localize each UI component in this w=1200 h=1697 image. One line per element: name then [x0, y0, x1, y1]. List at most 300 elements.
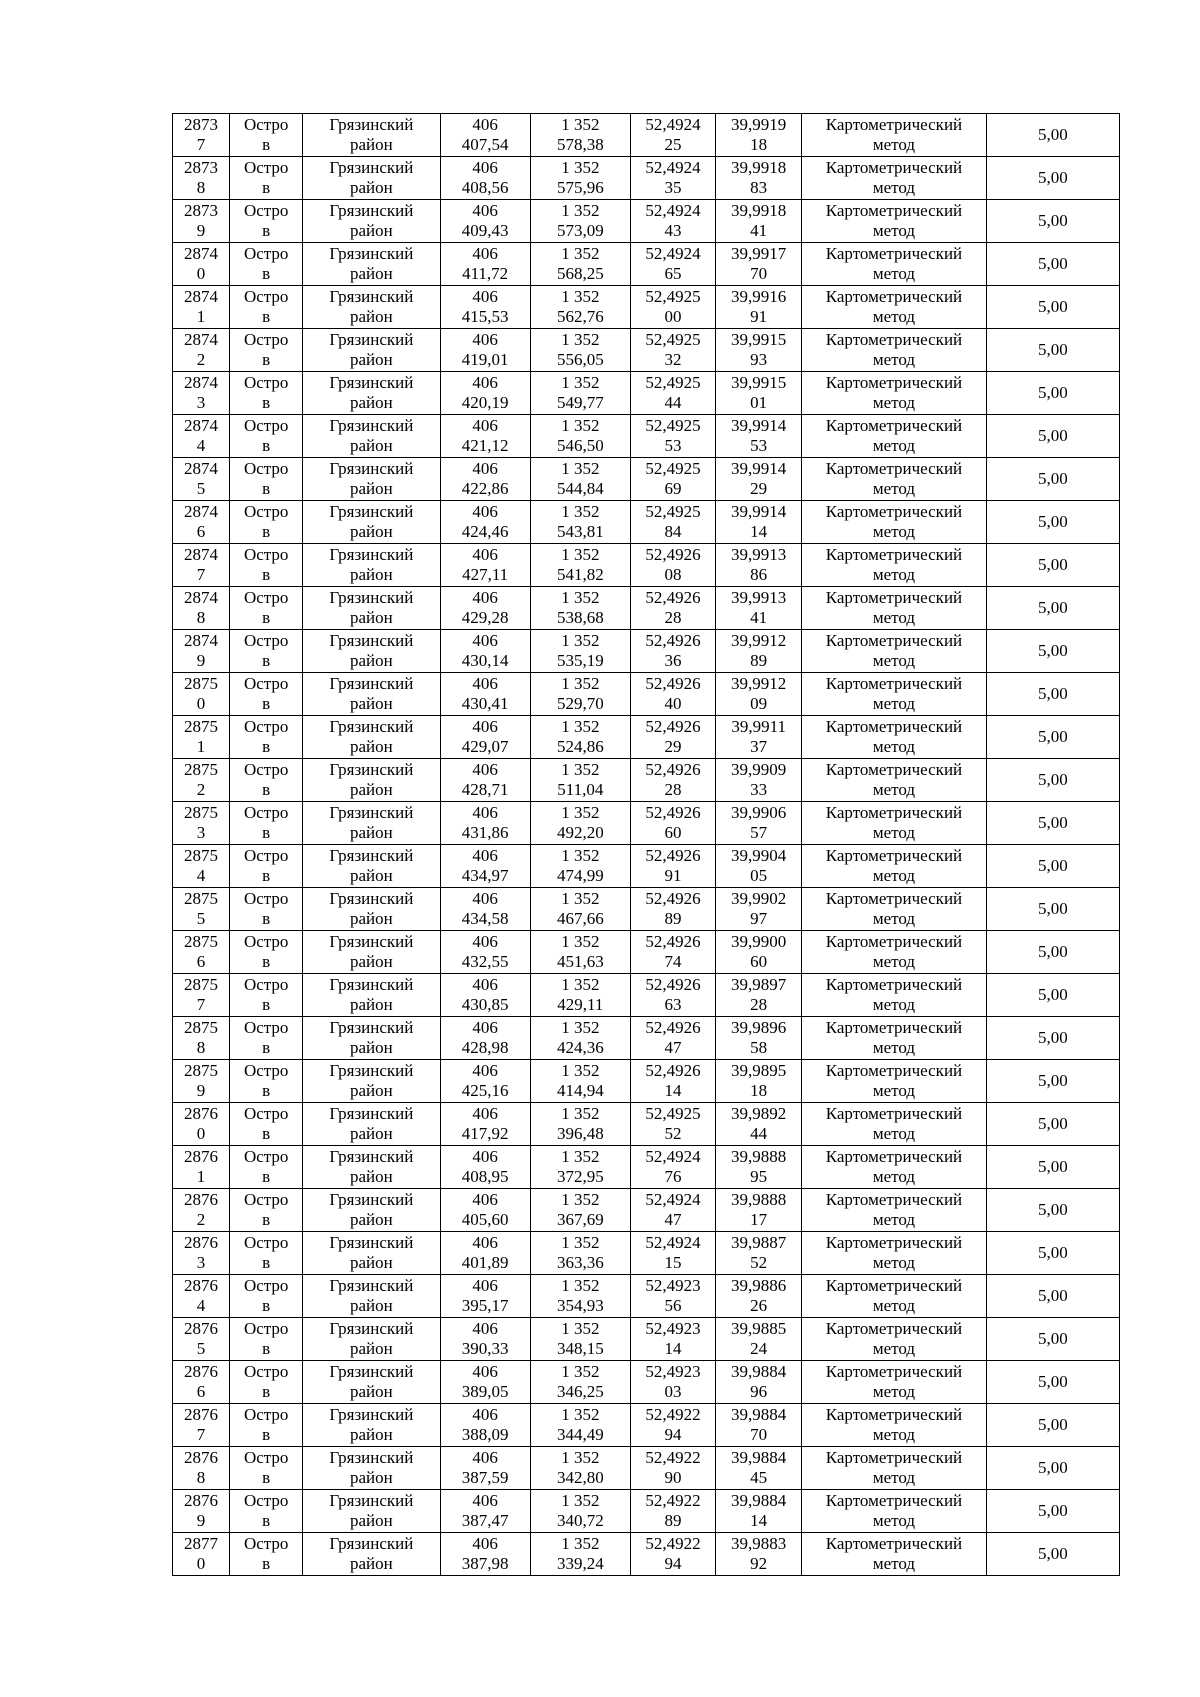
object-type-cell — [230, 1146, 303, 1189]
district-cell-line: Грязинский — [329, 932, 414, 951]
district-cell — [303, 759, 440, 802]
latitude-cell — [630, 1103, 715, 1146]
point-number-cell-line: 2876 — [184, 1147, 219, 1166]
coord-x-cell-line: 406 — [472, 1061, 498, 1080]
longitude-cell-line: 41 — [750, 221, 768, 240]
latitude-cell-line: 60 — [664, 823, 682, 842]
district-cell — [303, 286, 440, 329]
longitude-cell-line: 26 — [750, 1296, 768, 1315]
district-cell-line: Грязинский — [329, 416, 414, 435]
coord-x-cell — [440, 1404, 530, 1447]
point-number-cell-line: 2874 — [184, 373, 219, 392]
method-cell-line: метод — [872, 264, 916, 283]
method-cell-line: Картометрический — [825, 373, 963, 392]
longitude-cell — [716, 630, 802, 673]
coord-x-cell-line: 417,92 — [461, 1124, 509, 1143]
coord-x-cell — [440, 931, 530, 974]
district-cell-line: район — [350, 393, 393, 412]
district-cell-line: Грязинский — [329, 1276, 414, 1295]
object-type-cell — [230, 1533, 303, 1576]
point-number-cell-line: 2874 — [184, 502, 219, 521]
latitude-cell — [630, 759, 715, 802]
latitude-cell-line: 14 — [664, 1339, 682, 1358]
point-number-cell-line: 8 — [196, 1468, 206, 1487]
coord-x-cell-line: 406 — [472, 674, 498, 693]
coord-x-cell-line: 434,58 — [461, 909, 509, 928]
coord-y-cell-line: 1 352 — [561, 674, 600, 693]
latitude-cell-line: 89 — [664, 1511, 682, 1530]
coord-y-cell-line: 573,09 — [556, 221, 604, 240]
accuracy-value: 5,00 — [1037, 1458, 1068, 1477]
district-cell-line: район — [350, 1038, 393, 1057]
longitude-cell — [716, 372, 802, 415]
method-cell — [802, 1533, 986, 1576]
longitude-cell-line: 39,9918 — [731, 158, 787, 177]
longitude-cell-line: 33 — [750, 780, 768, 799]
longitude-cell-line: 01 — [750, 393, 768, 412]
longitude-cell-line: 37 — [750, 737, 768, 756]
table-row — [173, 415, 1120, 458]
latitude-cell — [630, 372, 715, 415]
coord-x-cell — [440, 415, 530, 458]
latitude-cell-line: 52,4922 — [645, 1405, 701, 1424]
point-number-cell-line: 1 — [196, 737, 206, 756]
accuracy-cell — [986, 458, 1119, 501]
object-type-cell-line: в — [262, 436, 271, 455]
latitude-cell-line: 52,4922 — [645, 1448, 701, 1467]
point-number-cell-line: 8 — [196, 178, 206, 197]
latitude-cell-line: 25 — [664, 135, 682, 154]
table-row — [173, 1404, 1120, 1447]
coord-y-cell — [530, 1017, 630, 1060]
district-cell — [303, 1146, 440, 1189]
coord-y-cell-line: 541,82 — [556, 565, 604, 584]
district-cell — [303, 974, 440, 1017]
coord-x-cell — [440, 1103, 530, 1146]
latitude-cell — [630, 802, 715, 845]
coord-y-cell-line: 1 352 — [561, 1018, 600, 1037]
coord-x-cell-line: 406 — [472, 201, 498, 220]
object-type-cell-line: Остро — [243, 1233, 289, 1252]
coord-y-cell-line: 575,96 — [556, 178, 604, 197]
accuracy-cell — [986, 372, 1119, 415]
object-type-cell-line: в — [262, 866, 271, 885]
latitude-cell — [630, 1404, 715, 1447]
district-cell-line: район — [350, 135, 393, 154]
coord-y-cell-line: 511,04 — [557, 780, 604, 799]
table-row — [173, 544, 1120, 587]
district-cell-line: Грязинский — [329, 1534, 414, 1553]
latitude-cell-line: 52,4926 — [645, 760, 701, 779]
longitude-cell-line: 39,9892 — [731, 1104, 787, 1123]
method-cell-line: Картометрический — [825, 1405, 963, 1424]
longitude-cell-line: 39,9906 — [731, 803, 787, 822]
coord-y-cell-line: 1 352 — [561, 1061, 600, 1080]
method-cell — [802, 200, 986, 243]
latitude-cell-line: 94 — [664, 1554, 682, 1573]
object-type-cell — [230, 845, 303, 888]
object-type-cell — [230, 1404, 303, 1447]
longitude-cell-line: 39,9896 — [731, 1018, 787, 1037]
point-number-cell-line: 2875 — [184, 932, 219, 951]
point-number-cell — [173, 458, 230, 501]
coord-x-cell-line: 406 — [472, 932, 498, 951]
coord-y-cell — [530, 888, 630, 931]
coord-y-cell — [530, 1404, 630, 1447]
longitude-cell-line: 39,9904 — [731, 846, 787, 865]
coord-x-cell-line: 407,54 — [461, 135, 509, 154]
latitude-cell-line: 52,4926 — [645, 674, 701, 693]
table-row — [173, 1490, 1120, 1533]
district-cell-line: Грязинский — [329, 631, 414, 650]
method-cell — [802, 1232, 986, 1275]
coord-x-cell-line: 387,47 — [461, 1511, 509, 1530]
latitude-cell-line: 52,4926 — [645, 975, 701, 994]
district-cell-line: Грязинский — [329, 717, 414, 736]
district-cell — [303, 200, 440, 243]
district-cell-line: Грязинский — [329, 1319, 414, 1338]
coord-y-cell-line: 467,66 — [556, 909, 604, 928]
coord-y-cell — [530, 716, 630, 759]
district-cell-line: район — [350, 436, 393, 455]
accuracy-cell — [986, 759, 1119, 802]
latitude-cell — [630, 888, 715, 931]
longitude-cell — [716, 329, 802, 372]
district-cell-line: район — [350, 178, 393, 197]
latitude-cell — [630, 1189, 715, 1232]
method-cell-line: метод — [872, 737, 916, 756]
accuracy-value: 5,00 — [1037, 1372, 1068, 1391]
district-cell — [303, 1017, 440, 1060]
latitude-cell-line: 40 — [664, 694, 682, 713]
object-type-cell-line: Остро — [243, 244, 289, 263]
district-cell-line: район — [350, 264, 393, 283]
table-row — [173, 1447, 1120, 1490]
point-number-cell — [173, 544, 230, 587]
district-cell-line: район — [350, 694, 393, 713]
method-cell-line: Картометрический — [825, 674, 963, 693]
longitude-cell-line: 39,9884 — [731, 1448, 787, 1467]
object-type-cell — [230, 544, 303, 587]
method-cell-line: Картометрический — [825, 330, 963, 349]
coord-y-cell-line: 1 352 — [561, 502, 600, 521]
point-number-cell-line: 2875 — [184, 889, 219, 908]
object-type-cell-line: в — [262, 1468, 271, 1487]
coord-y-cell — [530, 415, 630, 458]
method-cell-line: Картометрический — [825, 1061, 963, 1080]
accuracy-value: 5,00 — [1037, 1157, 1068, 1176]
method-cell-line: Картометрический — [825, 201, 963, 220]
district-cell-line: район — [350, 1167, 393, 1186]
coord-y-cell — [530, 1275, 630, 1318]
accuracy-value: 5,00 — [1037, 813, 1068, 832]
point-number-cell-line: 2 — [196, 1210, 206, 1229]
longitude-cell-line: 39,9915 — [731, 330, 787, 349]
coord-y-cell-line: 354,93 — [556, 1296, 604, 1315]
point-number-cell — [173, 888, 230, 931]
point-number-cell-line: 3 — [196, 393, 206, 412]
coord-x-cell-line: 395,17 — [461, 1296, 509, 1315]
object-type-cell-line: в — [262, 1296, 271, 1315]
accuracy-value: 5,00 — [1037, 340, 1068, 359]
district-cell-line: район — [350, 1382, 393, 1401]
object-type-cell-line: в — [262, 1038, 271, 1057]
latitude-cell-line: 52,4924 — [645, 1147, 701, 1166]
object-type-cell-line: в — [262, 178, 271, 197]
accuracy-cell — [986, 415, 1119, 458]
object-type-cell-line: в — [262, 694, 271, 713]
longitude-cell-line: 53 — [750, 436, 768, 455]
table-row — [173, 157, 1120, 200]
point-number-cell-line: 7 — [196, 1425, 206, 1444]
object-type-cell — [230, 1361, 303, 1404]
latitude-cell-line: 52,4926 — [645, 1061, 701, 1080]
longitude-cell — [716, 716, 802, 759]
district-cell — [303, 1490, 440, 1533]
coord-y-cell-line: 529,70 — [556, 694, 604, 713]
coord-x-cell-line: 425,16 — [461, 1081, 509, 1100]
table-row — [173, 501, 1120, 544]
object-type-cell — [230, 501, 303, 544]
district-cell-line: район — [350, 909, 393, 928]
coord-y-cell — [530, 1447, 630, 1490]
table-row — [173, 329, 1120, 372]
longitude-cell — [716, 286, 802, 329]
longitude-cell-line: 39,9913 — [731, 545, 787, 564]
coord-y-cell — [530, 1060, 630, 1103]
point-number-cell-line: 4 — [196, 866, 206, 885]
accuracy-value: 5,00 — [1037, 1200, 1068, 1219]
object-type-cell-line: Остро — [243, 1362, 289, 1381]
coord-x-cell-line: 420,19 — [461, 393, 509, 412]
longitude-cell-line: 39,9885 — [731, 1319, 787, 1338]
coord-y-cell-line: 1 352 — [561, 158, 600, 177]
latitude-cell — [630, 329, 715, 372]
latitude-cell-line: 91 — [664, 866, 682, 885]
point-number-cell-line: 2875 — [184, 674, 219, 693]
latitude-cell — [630, 200, 715, 243]
district-cell-line: район — [350, 823, 393, 842]
longitude-cell-line: 70 — [750, 264, 768, 283]
district-cell — [303, 802, 440, 845]
accuracy-value: 5,00 — [1037, 641, 1068, 660]
method-cell — [802, 114, 986, 157]
object-type-cell-line: Остро — [243, 287, 289, 306]
coord-x-cell-line: 406 — [472, 631, 498, 650]
coord-y-cell — [530, 458, 630, 501]
point-number-cell-line: 6 — [196, 952, 206, 971]
method-cell-line: Картометрический — [825, 717, 963, 736]
point-number-cell-line: 2873 — [184, 158, 219, 177]
method-cell-line: метод — [872, 1511, 916, 1530]
district-cell — [303, 716, 440, 759]
coord-y-cell — [530, 1533, 630, 1576]
coord-x-cell-line: 405,60 — [461, 1210, 509, 1229]
coord-x-cell — [440, 1060, 530, 1103]
district-cell — [303, 501, 440, 544]
latitude-cell-line: 14 — [664, 1081, 682, 1100]
latitude-cell-line: 44 — [664, 393, 682, 412]
latitude-cell-line: 52,4924 — [645, 1233, 701, 1252]
longitude-cell-line: 58 — [750, 1038, 768, 1057]
accuracy-value: 5,00 — [1037, 125, 1068, 144]
point-number-cell-line: 2876 — [184, 1233, 219, 1252]
object-type-cell-line: в — [262, 1554, 271, 1573]
latitude-cell-line: 52,4926 — [645, 631, 701, 650]
point-number-cell-line: 2875 — [184, 717, 219, 736]
latitude-cell-line: 47 — [664, 1210, 682, 1229]
longitude-cell — [716, 243, 802, 286]
coord-x-cell — [440, 759, 530, 802]
latitude-cell-line: 52,4926 — [645, 1018, 701, 1037]
coord-y-cell-line: 1 352 — [561, 459, 600, 478]
longitude-cell — [716, 802, 802, 845]
object-type-cell-line: Остро — [243, 545, 289, 564]
accuracy-cell — [986, 243, 1119, 286]
method-cell-line: метод — [872, 1081, 916, 1100]
longitude-cell — [716, 888, 802, 931]
point-number-cell-line: 2875 — [184, 975, 219, 994]
coord-y-cell-line: 562,76 — [556, 307, 604, 326]
longitude-cell-line: 24 — [750, 1339, 768, 1358]
object-type-cell — [230, 1447, 303, 1490]
coord-y-cell — [530, 114, 630, 157]
coord-x-cell-line: 428,98 — [461, 1038, 509, 1057]
longitude-cell-line: 39,9917 — [731, 244, 787, 263]
district-cell-line: Грязинский — [329, 115, 414, 134]
coord-x-cell — [440, 1275, 530, 1318]
accuracy-cell — [986, 1361, 1119, 1404]
coord-y-cell-line: 346,25 — [556, 1382, 604, 1401]
coord-x-cell — [440, 1189, 530, 1232]
district-cell-line: Грязинский — [329, 502, 414, 521]
object-type-cell-line: в — [262, 823, 271, 842]
longitude-cell — [716, 587, 802, 630]
latitude-cell-line: 52,4926 — [645, 803, 701, 822]
method-cell — [802, 329, 986, 372]
coord-y-cell-line: 344,49 — [556, 1425, 604, 1444]
method-cell-line: метод — [872, 1468, 916, 1487]
object-type-cell-line: Остро — [243, 1405, 289, 1424]
coord-x-cell-line: 419,01 — [461, 350, 509, 369]
coord-x-cell-line: 424,46 — [461, 522, 509, 541]
accuracy-cell — [986, 673, 1119, 716]
point-number-cell-line: 6 — [196, 1382, 206, 1401]
table-row — [173, 673, 1120, 716]
object-type-cell-line: в — [262, 780, 271, 799]
longitude-cell-line: 97 — [750, 909, 768, 928]
method-cell-line: Картометрический — [825, 1362, 963, 1381]
longitude-cell-line: 86 — [750, 565, 768, 584]
district-cell — [303, 587, 440, 630]
district-cell-line: Грязинский — [329, 1233, 414, 1252]
longitude-cell-line: 29 — [750, 479, 768, 498]
latitude-cell-line: 52,4924 — [645, 244, 701, 263]
coord-x-cell-line: 427,11 — [462, 565, 509, 584]
method-cell-line: метод — [872, 694, 916, 713]
district-cell-line: район — [350, 952, 393, 971]
method-cell — [802, 1404, 986, 1447]
coord-x-cell-line: 432,55 — [461, 952, 509, 971]
longitude-cell-line: 39,9919 — [731, 115, 787, 134]
accuracy-cell — [986, 544, 1119, 587]
point-number-cell-line: 2876 — [184, 1319, 219, 1338]
method-cell-line: метод — [872, 780, 916, 799]
point-number-cell-line: 5 — [196, 1339, 206, 1358]
method-cell — [802, 1275, 986, 1318]
method-cell — [802, 243, 986, 286]
coord-x-cell — [440, 157, 530, 200]
latitude-cell-line: 52,4925 — [645, 287, 701, 306]
accuracy-value: 5,00 — [1037, 1501, 1068, 1520]
table-row — [173, 1275, 1120, 1318]
coord-x-cell-line: 408,95 — [461, 1167, 509, 1186]
accuracy-cell — [986, 1490, 1119, 1533]
latitude-cell-line: 52,4925 — [645, 373, 701, 392]
method-cell — [802, 372, 986, 415]
district-cell — [303, 1103, 440, 1146]
accuracy-cell — [986, 329, 1119, 372]
latitude-cell — [630, 114, 715, 157]
accuracy-cell — [986, 501, 1119, 544]
accuracy-cell — [986, 974, 1119, 1017]
object-type-cell — [230, 1490, 303, 1533]
object-type-cell-line: в — [262, 307, 271, 326]
accuracy-value: 5,00 — [1037, 168, 1068, 187]
accuracy-cell — [986, 845, 1119, 888]
district-cell-line: район — [350, 1124, 393, 1143]
coord-x-cell-line: 406 — [472, 1233, 498, 1252]
accuracy-value: 5,00 — [1037, 770, 1068, 789]
method-cell-line: Картометрический — [825, 545, 963, 564]
point-number-cell — [173, 329, 230, 372]
point-number-cell-line: 0 — [196, 1554, 206, 1573]
point-number-cell-line: 2 — [196, 350, 206, 369]
latitude-cell-line: 52,4926 — [645, 889, 701, 908]
point-number-cell-line: 2874 — [184, 631, 219, 650]
district-cell — [303, 1361, 440, 1404]
longitude-cell — [716, 1361, 802, 1404]
point-number-cell-line: 0 — [196, 264, 206, 283]
method-cell-line: Картометрический — [825, 1319, 963, 1338]
method-cell-line: Картометрический — [825, 115, 963, 134]
longitude-cell-line: 14 — [750, 1511, 768, 1530]
coord-x-cell — [440, 1361, 530, 1404]
coord-x-cell-line: 388,09 — [461, 1425, 509, 1444]
latitude-cell — [630, 157, 715, 200]
longitude-cell — [716, 974, 802, 1017]
point-number-cell-line: 2876 — [184, 1405, 219, 1424]
method-cell-line: метод — [872, 866, 916, 885]
longitude-cell-line: 39,9883 — [731, 1534, 787, 1553]
longitude-cell-line: 57 — [750, 823, 768, 842]
coord-y-cell — [530, 1103, 630, 1146]
method-cell-line: Картометрический — [825, 631, 963, 650]
coord-x-cell-line: 406 — [472, 158, 498, 177]
accuracy-value: 5,00 — [1037, 684, 1068, 703]
longitude-cell — [716, 1232, 802, 1275]
table-row — [173, 1189, 1120, 1232]
district-cell-line: район — [350, 1554, 393, 1573]
point-number-cell-line: 2876 — [184, 1491, 219, 1510]
accuracy-cell — [986, 888, 1119, 931]
point-number-cell — [173, 673, 230, 716]
district-cell — [303, 1404, 440, 1447]
method-cell — [802, 1103, 986, 1146]
object-type-cell-line: в — [262, 651, 271, 670]
latitude-cell-line: 29 — [664, 737, 682, 756]
table-row — [173, 587, 1120, 630]
